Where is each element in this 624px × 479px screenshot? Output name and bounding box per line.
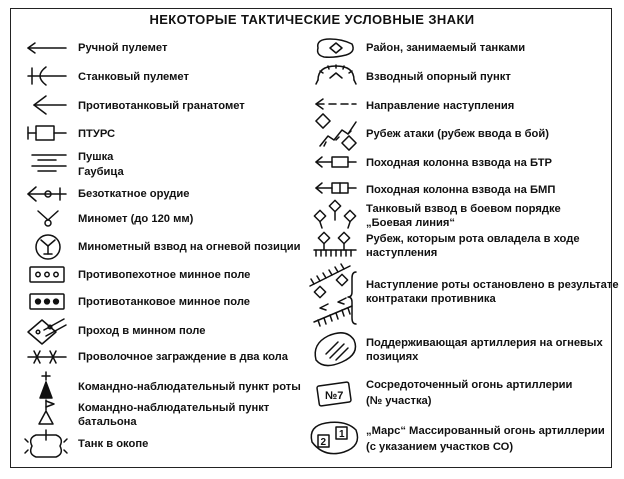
- antitank-grenade-launcher-icon: [24, 94, 70, 116]
- captured-line-icon: [312, 230, 358, 260]
- recoilless-gun-icon: [24, 184, 70, 204]
- label-massed-fire: „Марс“ Массированный огонь артиллерии: [366, 425, 605, 437]
- label-mortar-platoon: Минометный взвод на огневой позиции: [78, 241, 301, 253]
- page-title: НЕКОТОРЫЕ ТАКТИЧЕСКИЕ УСЛОВНЫЕ ЗНАКИ: [149, 12, 475, 27]
- label-gun: Пушка: [78, 151, 114, 163]
- label-antitank-minefield: Противотанковое минное поле: [78, 296, 251, 308]
- btr-column-icon: [312, 154, 358, 170]
- hand-machine-gun-icon: [24, 40, 70, 56]
- label-recoilless-gun: Безоткатное орудие: [78, 188, 190, 200]
- attack-direction-icon: [312, 96, 358, 112]
- label-mortar: Миномет (до 120 мм): [78, 213, 194, 225]
- label-antitank-grenade-launcher: Противотанковый гранатомет: [78, 100, 245, 112]
- massed-fire-icon: [306, 418, 362, 458]
- label-btr-column: Походная колонна взвода на БТР: [366, 157, 553, 169]
- fire-sector-2: 1: [339, 429, 345, 440]
- platoon-strongpoint-icon: [312, 62, 358, 86]
- label-stopped-attack: Наступление роты остановлено в результате: [366, 279, 619, 291]
- label-company-command-post: Командно-наблюдательный пункт роты: [78, 381, 301, 393]
- fire-sector-number: №7: [325, 390, 344, 402]
- label-concentrated-fire-2: (№ участка): [366, 395, 432, 407]
- mounted-machine-gun-icon: [24, 65, 70, 87]
- atgm-icon: [24, 122, 70, 144]
- tank-area-icon: [312, 36, 358, 60]
- stopped-attack-icon: [306, 262, 362, 332]
- antitank-minefield-icon: [24, 292, 70, 312]
- label-attack-direction: Направление наступления: [366, 100, 515, 112]
- mortar-platoon-icon: [24, 232, 70, 262]
- label-minefield-passage: Проход в минном поле: [78, 325, 206, 337]
- label-tank-area: Район, занимаемый танками: [366, 42, 526, 54]
- label-howitzer: Гаубица: [78, 166, 124, 178]
- dug-in-tank-icon: [24, 430, 70, 460]
- label-tank-platoon-battle-2: „Боевая линия“: [366, 217, 456, 229]
- label-massed-fire-2: (с указанием участков СО): [366, 441, 514, 453]
- concentrated-fire-icon: [312, 378, 358, 410]
- label-wire-obstacle: Проволочное заграждение в два кола: [78, 351, 288, 363]
- label-dug-in-tank: Танк в окопе: [78, 438, 149, 450]
- label-captured-line-2: наступления: [366, 247, 438, 259]
- bmp-column-icon: [312, 180, 358, 196]
- label-bmp-column: Походная колонна взвода на БМП: [366, 184, 556, 196]
- label-antipersonnel-minefield: Противопехотное минное поле: [78, 269, 251, 281]
- label-hand-machine-gun: Ручной пулемет: [78, 42, 168, 54]
- wire-obstacle-icon: [24, 347, 70, 367]
- label-atgm: ПТУРС: [78, 128, 116, 140]
- antipersonnel-minefield-icon: [24, 265, 70, 285]
- gun-howitzer-icon: [24, 150, 70, 176]
- label-support-artillery: Поддерживающая артиллерия на огневых: [366, 337, 603, 349]
- mortar-icon: [24, 208, 70, 230]
- label-platoon-strongpoint: Взводный опорный пункт: [366, 71, 511, 83]
- label-concentrated-fire: Сосредоточенный огонь артиллерии: [366, 379, 573, 391]
- company-command-post-icon: [24, 370, 70, 400]
- minefield-passage-icon: [24, 316, 70, 346]
- label-attack-line: Рубеж атаки (рубеж ввода в бой): [366, 128, 549, 140]
- attack-line-icon: [312, 112, 362, 150]
- label-support-artillery-2: позициях: [366, 351, 419, 363]
- label-battalion-command-post: Командно-наблюдательный пункт: [78, 402, 270, 414]
- tank-platoon-battle-icon: [312, 198, 358, 232]
- support-artillery-icon: [310, 330, 360, 370]
- label-battalion-command-post-2: батальона: [78, 416, 137, 428]
- label-stopped-attack-2: контратаки противника: [366, 293, 496, 305]
- label-tank-platoon-battle: Танковый взвод в боевом порядке: [366, 203, 561, 215]
- label-mounted-machine-gun: Станковый пулемет: [78, 71, 189, 83]
- fire-sector-1: 2: [320, 437, 327, 448]
- label-captured-line: Рубеж, которым рота овладела в ходе: [366, 233, 580, 245]
- battalion-command-post-icon: [24, 398, 70, 426]
